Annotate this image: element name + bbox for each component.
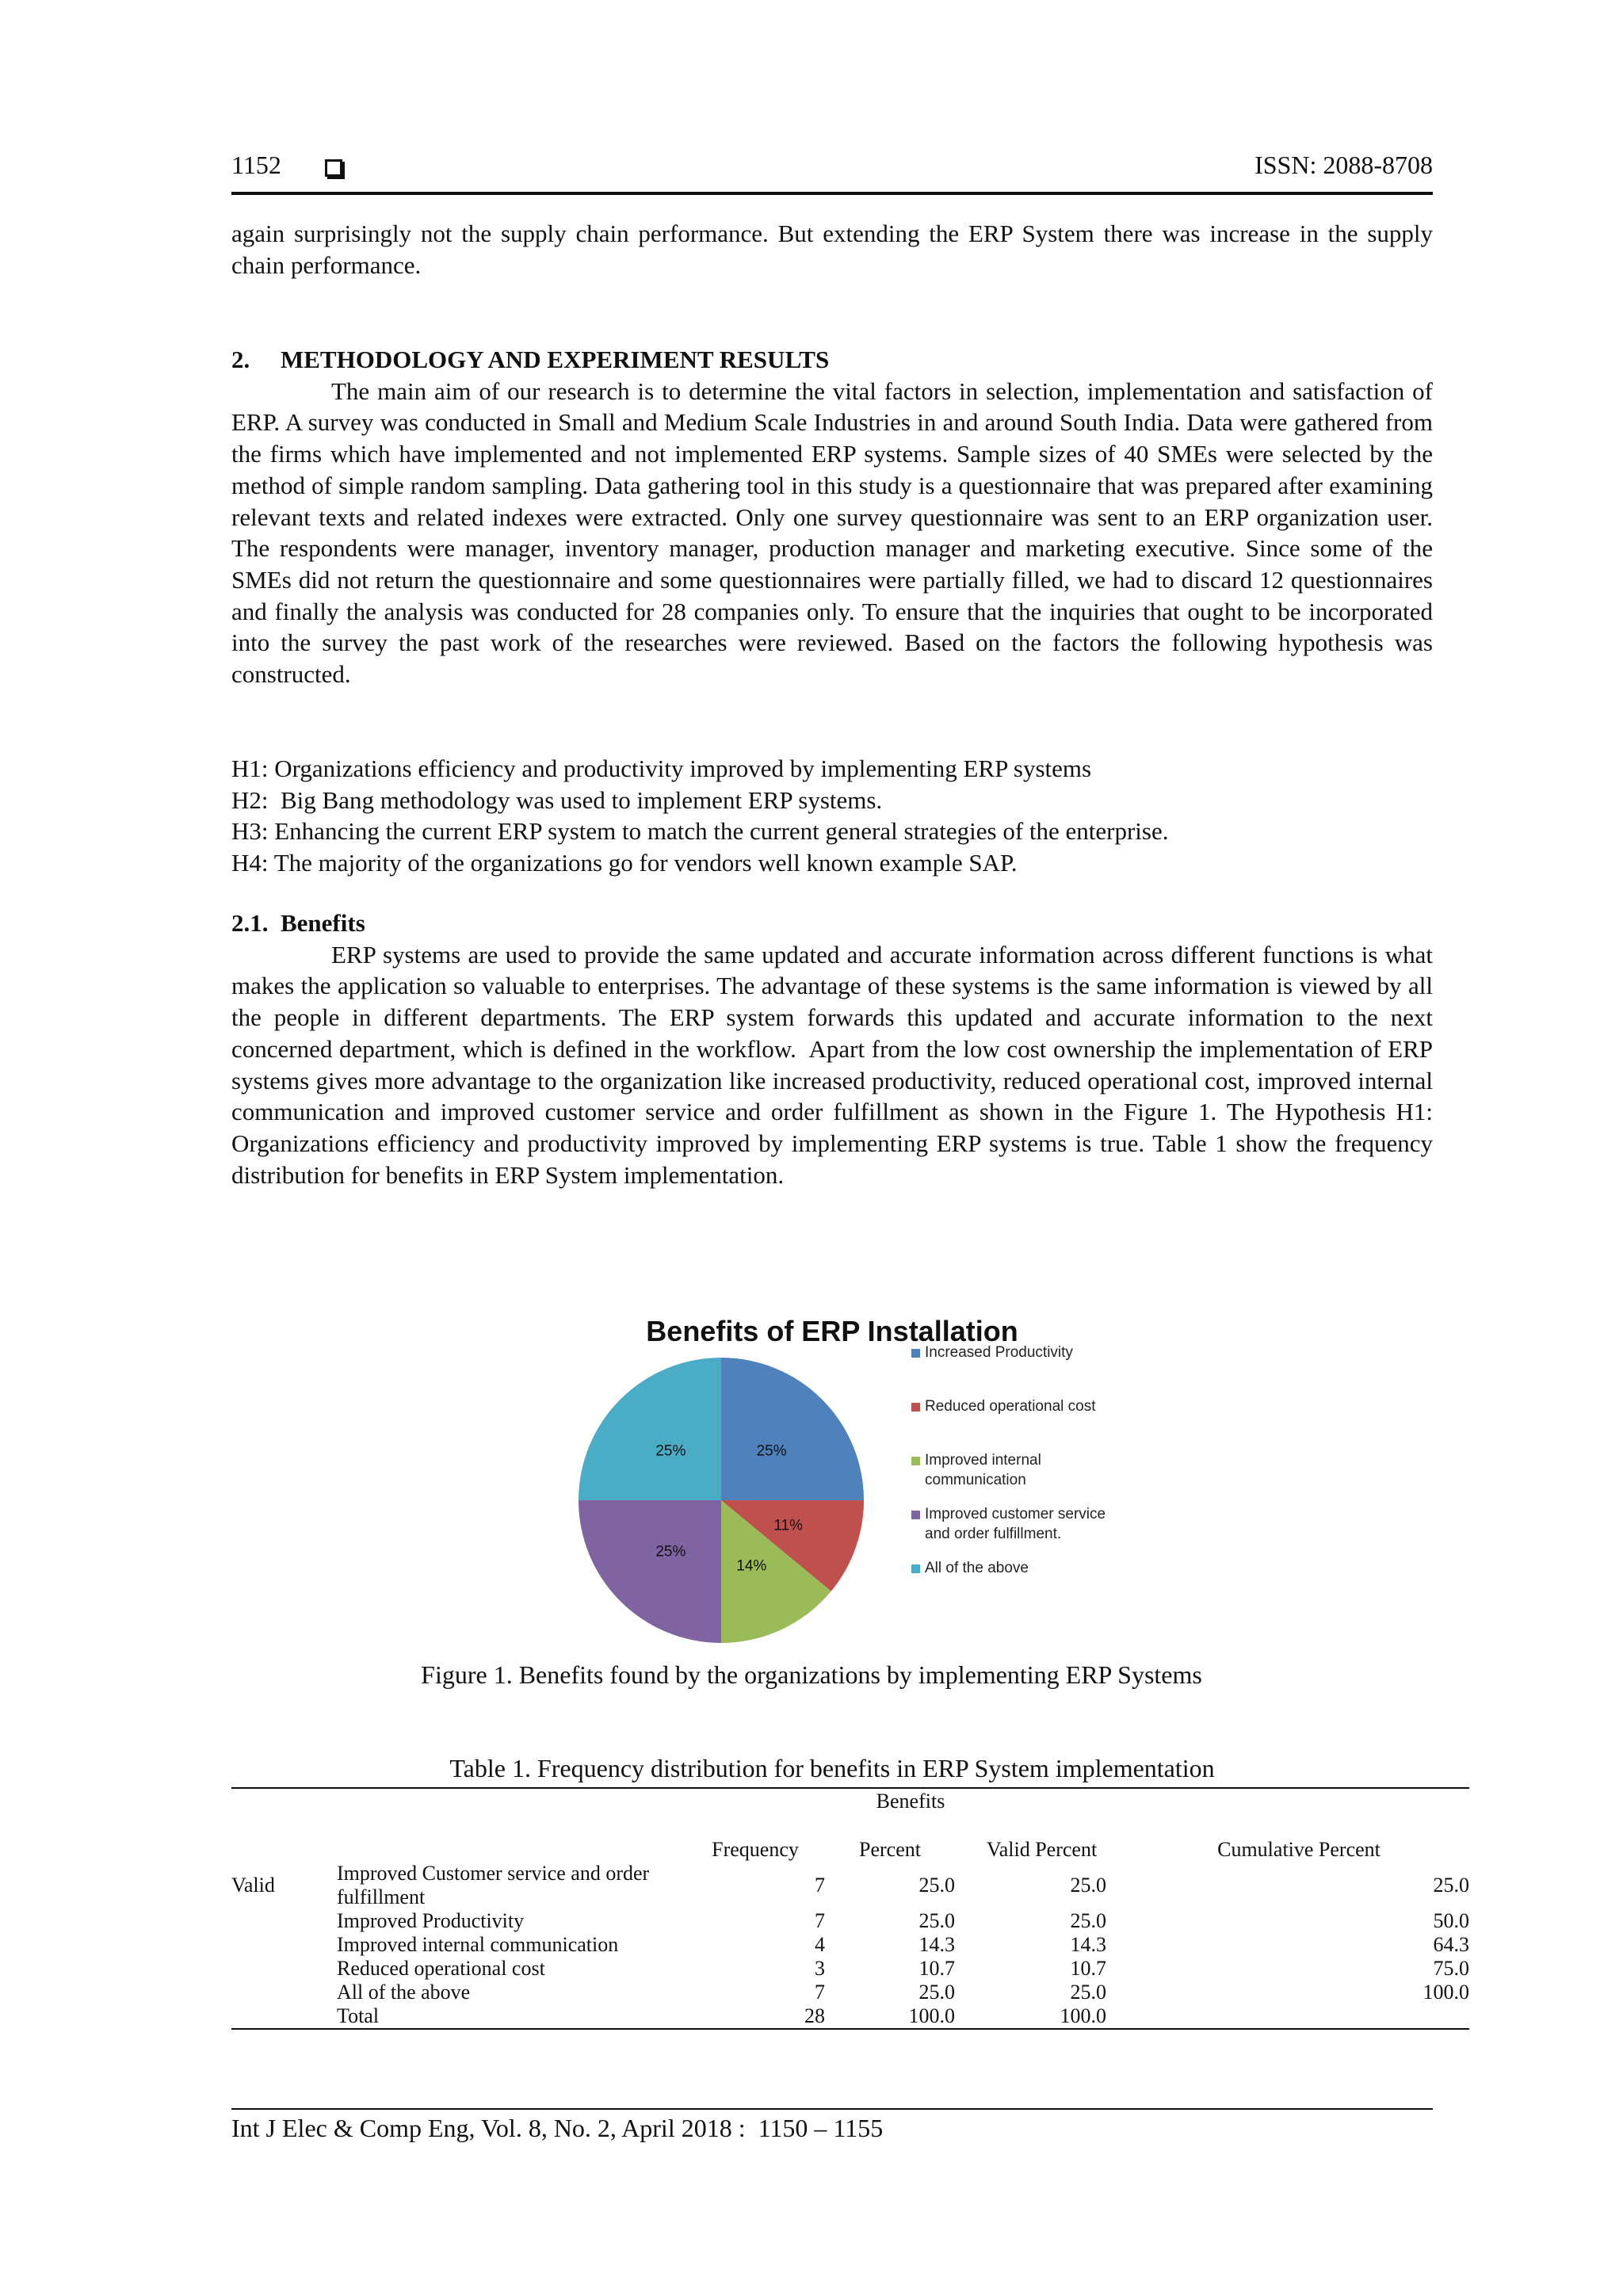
row-label: Improved Productivity: [337, 1909, 525, 1932]
table-row: [231, 1981, 1469, 2004]
col-header-valid-percent: Valid Percent: [986, 1838, 1098, 1861]
row-label: Reduced operational cost: [337, 1957, 545, 1980]
section-2-1-heading: 2.1. Benefits: [231, 909, 365, 937]
intro-block: [231, 218, 1433, 281]
cell-valid-percent: 100.0: [955, 2004, 1128, 2029]
section-2-heading: 2. METHODOLOGY AND EXPERIMENT RESULTS: [231, 346, 830, 373]
col-header-cumulative-percent: Cumulative Percent: [1217, 1838, 1381, 1861]
cell-frequency: 7: [815, 1981, 825, 2004]
row-label: Improved internal communication: [337, 1933, 619, 1956]
row-label: All of the above: [337, 1981, 471, 2004]
valid-label: Valid: [231, 1874, 275, 1897]
hypothesis-2: H2: Big Bang methodology was used to implement ERP systems.: [231, 785, 883, 814]
table-row: [231, 1862, 1469, 1909]
footer-rule: [231, 2108, 1433, 2110]
cell-valid-percent: 14.3: [1070, 1933, 1106, 1956]
pie-slice-label-4: 25%: [655, 1442, 686, 1460]
table-row: [231, 1957, 1469, 1981]
legend-label-1: Reduced operational cost: [925, 1398, 1096, 1415]
legend-label-2: communication: [925, 1472, 1026, 1488]
pie-slice-4: [579, 1358, 721, 1500]
table-group-header: Benefits: [876, 1790, 945, 1813]
col-header-percent: Percent: [859, 1838, 921, 1861]
hypotheses-list: [231, 753, 1433, 879]
cell-percent: 25.0: [918, 1981, 955, 2004]
legend-swatch-1: [911, 1403, 920, 1412]
chart-title: Benefits of ERP Installation: [646, 1315, 1018, 1347]
cell-percent: 10.7: [918, 1957, 955, 1980]
cell-cumulative-percent: 25.0: [1433, 1874, 1469, 1897]
cell-frequency: 4: [815, 1933, 825, 1956]
cell-cumulative-percent: 64.3: [1433, 1933, 1469, 1956]
pie-slices: [579, 1358, 864, 1643]
cell-frequency: 3: [815, 1957, 825, 1980]
table-title: Table 1. Frequency distribution for benefits in ERP System implementation: [449, 1754, 1215, 1782]
legend-swatch-4: [911, 1564, 920, 1573]
section-2-1-paragraph: ERP systems are used to provide the same updated and accurate information across different functions is what makes the application so valuable to enterprises. The advantage of these systems is the same information is viewed by all the people in different departments. The ERP system forwards this updated and accurate information to the next concerned department, which is defined in the workflow. Apart from the low cost ownership the implementation of ERP systems gives more advantage to the organization like increased productivity, reduced operational cost, improved internal communication and improved customer service and order fulfillment as shown in the Figure 1. The Hypothesis H1: Organizations efficiency and productivity improved by implementing ERP systems is true. Table 1 show the frequency distribution for benefits in ERP System implementation.: [231, 940, 1433, 1189]
issn: ISSN: 2088-8708: [1254, 151, 1433, 179]
table-row-total: [231, 2004, 1469, 2029]
cell-cumulative-percent: 75.0: [1433, 1957, 1469, 1980]
legend-label-3: Improved customer service: [925, 1506, 1106, 1522]
frequency-table: [231, 1787, 1469, 2030]
cell-cumulative-percent: [1128, 2004, 1469, 2029]
legend-swatch-2: [911, 1457, 920, 1465]
legend-label-4: All of the above: [925, 1560, 1029, 1576]
cell-percent: 25.0: [918, 1909, 955, 1932]
figure-caption: Figure 1. Benefits found by the organizations by implementing ERP Systems: [421, 1660, 1202, 1689]
cell-valid-percent: 25.0: [1070, 1981, 1106, 2004]
cell-valid-percent: 10.7: [1070, 1957, 1106, 1980]
section-2-1: [231, 907, 1433, 1190]
chart-legend: [911, 1344, 1106, 1576]
legend-swatch-3: [911, 1511, 920, 1519]
legend-swatch-0: [911, 1349, 920, 1358]
hypothesis-4: H4: The majority of the organizations go for vendors well known example SAP.: [231, 849, 1018, 877]
cell-frequency: 7: [815, 1874, 825, 1897]
legend-label-0: Increased Productivity: [925, 1344, 1073, 1361]
legend-label-2: Improved internal: [925, 1452, 1041, 1469]
cell-percent: 14.3: [918, 1933, 955, 1956]
section-2-paragraph: The main aim of our research is to determine the vital factors in selection, implementation and satisfaction of ERP. A survey was conducted in Small and Medium Scale Industries in and around South India. Data were gathered from the firms which have implemented and not implemented ERP systems. Sample sizes of 40 SMEs were selected by the method of simple random sampling. Data gathering tool in this study is a questionnaire that was prepared after examining relevant texts and related indexes were extracted. Only one survey questionnaire was sent to an ERP organization user. The respondents were manager, inventory manager, production manager and marketing executive. Since some of the SMEs did not return the questionnaire and some questionnaires were partially filled, we had to discard 12 questionnaires and finally the analysis was conducted for 28 companies only. To ensure that the inquiries that ought to be incorporated into the survey the past work of the researches were reviewed. Based on the factors the following hypothesis was constructed.: [231, 376, 1433, 689]
row-label: Improved Customer service and order fulfillment: [337, 1862, 650, 1908]
cell-cumulative-percent: 50.0: [1433, 1909, 1469, 1932]
journal-footer: Int J Elec & Comp Eng, Vol. 8, No. 2, April 2018 : 1150 – 1155: [231, 2114, 884, 2142]
table-row: [231, 1933, 1469, 1957]
cell-frequency: 7: [815, 1909, 825, 1932]
square-bullet-icon: [325, 159, 342, 177]
header-rule: [231, 192, 1433, 195]
pie-slice-0: [721, 1358, 864, 1500]
page-number: 1152: [231, 151, 281, 179]
legend-label-3: and order fulfillment.: [925, 1526, 1062, 1542]
cell-frequency: 28: [685, 2004, 825, 2029]
pie-slice-label-0: 25%: [756, 1442, 787, 1460]
cell-valid-percent: 25.0: [1070, 1909, 1106, 1932]
benefits-pie-chart: [555, 1292, 1157, 1656]
pie-slice-3: [579, 1500, 721, 1643]
pie-slice-label-3: 25%: [655, 1543, 686, 1561]
col-header-frequency: Frequency: [712, 1838, 799, 1861]
hypothesis-3: H3: Enhancing the current ERP system to match the current general strategies of the enterprise.: [231, 817, 1169, 846]
section-2: [231, 344, 1433, 690]
intro-paragraph: again surprisingly not the supply chain performance. But extending the ERP System there was increase in the supply chain performance.: [231, 220, 1433, 279]
pie-slice-label-2: 14%: [736, 1557, 767, 1575]
pie-slice-label-1: 11%: [773, 1517, 803, 1534]
cell-cumulative-percent: 100.0: [1423, 1981, 1469, 2004]
cell-percent: 100.0: [825, 2004, 955, 2029]
row-label: Total: [337, 2004, 685, 2029]
table-row: [231, 1909, 1469, 1933]
cell-percent: 25.0: [918, 1874, 955, 1897]
cell-valid-percent: 25.0: [1070, 1874, 1106, 1897]
hypothesis-1: H1: Organizations efficiency and productivity improved by implementing ERP systems: [231, 755, 1092, 782]
